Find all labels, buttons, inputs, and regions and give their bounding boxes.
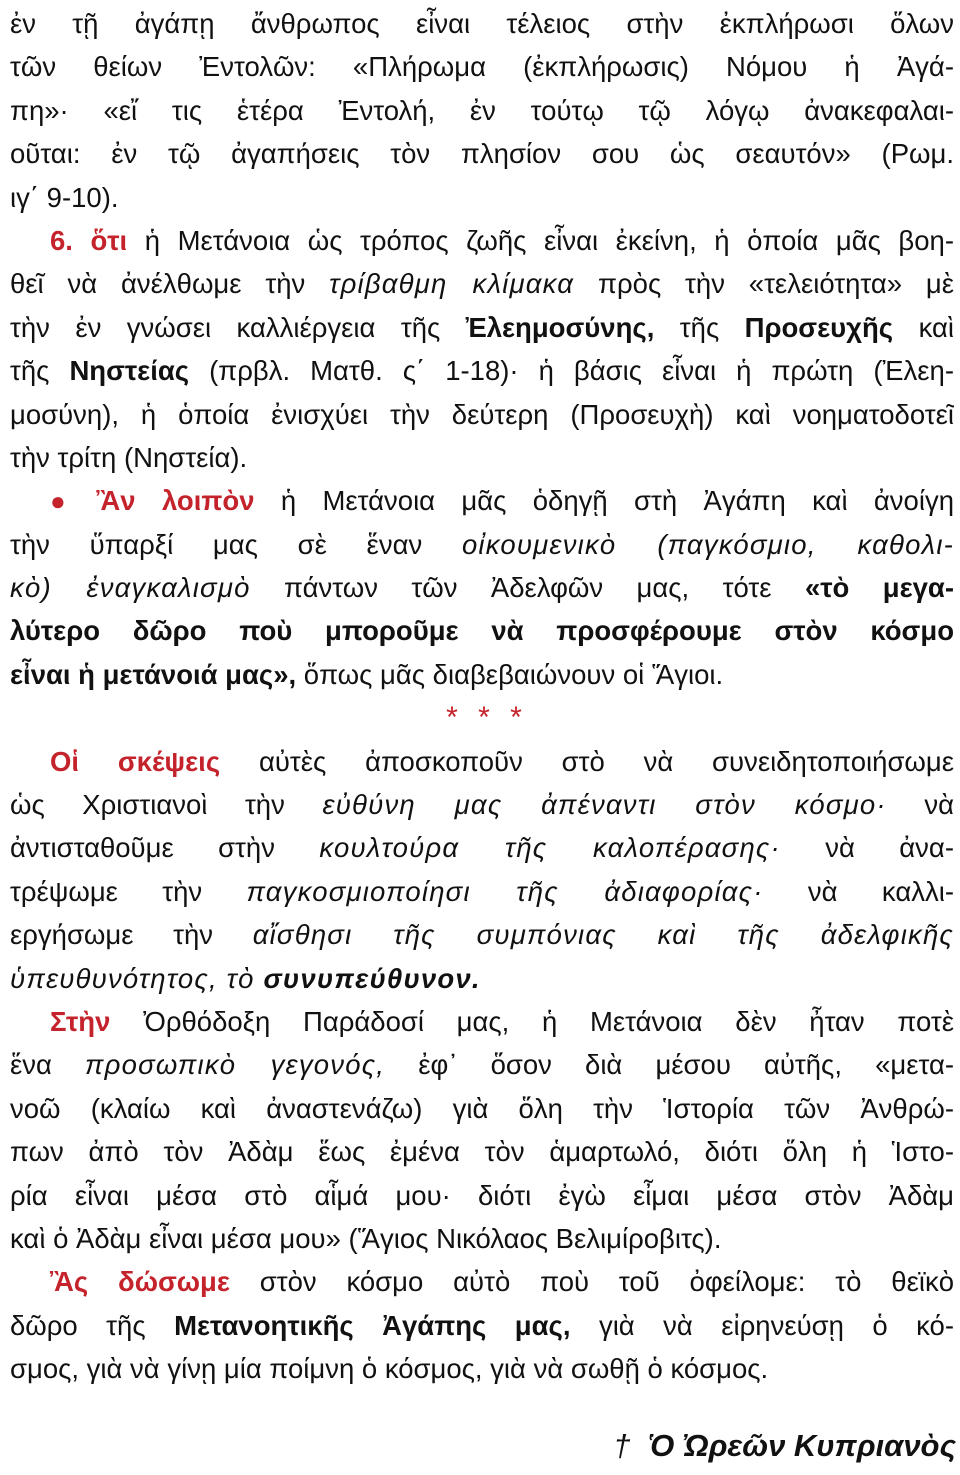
bold-italic-term: συνυπεύθυνον.: [263, 962, 481, 994]
text-line: τῆς Νηστείας (πρβλ. Ματθ. ς΄ 1-18)· ἡ βάσις εἶναι ἡ πρώτη (Ἐλεη-: [10, 355, 954, 387]
text-line: πη»· «εἴ τις ἑτέρα Ἐντολή, ἐν τούτῳ τῷ λόγῳ ἀνακεφαλαι-: [10, 94, 954, 126]
bold-term: Νηστείας: [69, 355, 190, 387]
bold-term: Μετανοητικῆς Ἀγάπης μας,: [174, 1309, 571, 1341]
point-lead: 6. ὅτι: [50, 224, 128, 256]
text-line: τῶν θείων Ἐντολῶν: «Πλήρωμα (ἐκπλήρωσις) Νόμου ἡ Ἀγά-: [10, 51, 954, 83]
text-line: τὴν τρίτη (Νηστεία).: [10, 441, 248, 473]
text-line: νοῶ (κλαίω καὶ ἀναστενάζω) γιὰ ὅλη τὴν Ἱστορία τῶν Ἀνθρώ-: [10, 1092, 954, 1124]
text-line: ● Ἂν λοιπὸν ἡ Μετάνοια μᾶς ὁδηγῇ στὴ Ἀγάπη καὶ ἀνοίγη: [50, 485, 954, 517]
text-line: ἐν τῇ ἀγάπῃ ἄνθρωπος εἶναι τέλειος στὴν ἐκπλήρωσι ὅλων: [10, 8, 954, 39]
document-page: [10, 2, 954, 1391]
paragraph-lead: Οἱ σκέψεις: [50, 745, 221, 777]
italic-phrase: ὑπευθυνότητος, τὸ: [10, 962, 264, 994]
cross-icon: †: [613, 1428, 631, 1463]
bold-quote: «τὸ μεγα-: [804, 572, 954, 604]
text-line: ἀντισταθοῦμε στὴν κουλτούρα τῆς καλοπέρασης· νὰ ἀνα-: [10, 832, 954, 864]
text-line: Στὴν Ὀρθόδοξη Παράδοσί μας, ἡ Μετάνοια δὲν ἦταν ποτὲ: [50, 1005, 954, 1037]
text-line: ὡς Χριστιανοὶ τὴν εὐθύνη μας ἀπέναντι στὸν κόσμο· νὰ: [10, 789, 954, 821]
section-separator: * * *: [446, 701, 528, 735]
text-line: Οἱ σκέψεις αὐτὲς ἀποσκοποῦν στὸ νὰ συνειδητοποιήσωμε: [50, 745, 954, 777]
italic-phrase: κὸ) ἐναγκαλισμὸ: [10, 572, 251, 604]
text-line: ἕνα προσωπικὸ γεγονός, ἐφ᾽ ὅσον διὰ μέσου αὐτῆς, «μετα-: [10, 1049, 954, 1081]
italic-phrase: προσωπικὸ γεγονός,: [85, 1049, 386, 1081]
text-line: κὸ) ἐναγκαλισμὸ πάντων τῶν Ἀδελφῶν μας, τότε «τὸ μεγα-: [10, 572, 954, 604]
text-line: εἶναι ἡ μετάνοιά μας», ὅπως μᾶς διαβεβαιώνουν οἱ Ἅγιοι.: [10, 658, 724, 690]
italic-phrase: κουλτούρα τῆς καλοπέρασης·: [319, 832, 781, 864]
italic-phrase: τρίβαθμη κλίμακα: [329, 268, 575, 300]
paragraph-5: [10, 1000, 954, 1260]
paragraph-lead: Ἂς δώσωμε: [50, 1266, 230, 1298]
paragraph-lead: Ἂν λοιπὸν: [96, 485, 255, 517]
italic-phrase: οἰκουμενικὸ (παγκόσμιο, καθολι-: [461, 528, 954, 560]
paragraph-lead: Στὴν: [50, 1005, 111, 1037]
text-line: θεῖ νὰ ἀνέλθωμε τὴν τρίβαθμη κλίμακα πρὸς τὴν «τελειότητα» μὲ: [10, 268, 954, 300]
paragraph-4: [10, 740, 954, 1000]
bullet-icon: ●: [50, 486, 85, 517]
text-line: εργήσωμε τὴν αἴσθησι τῆς συμπόνιας καὶ τῆς ἀδελφικῆς: [10, 919, 954, 951]
paragraph-6: [10, 1260, 954, 1390]
italic-phrase: παγκοσμιοποίησι τῆς ἀδιαφορίας·: [246, 875, 764, 907]
text-line: δῶρο τῆς Μετανοητικῆς Ἀγάπης μας, γιὰ νὰ εἰρηνεύσῃ ὁ κό-: [10, 1309, 954, 1341]
bold-quote: λύτερο δῶρο ποὺ μποροῦμε νὰ προσφέρουμε στὸν κόσμο: [10, 615, 954, 647]
bold-term: Ἐλεημοσύνης,: [465, 311, 655, 343]
paragraph-2: [10, 219, 954, 479]
text-line: πων ἀπὸ τὸν Ἀδὰμ ἕως ἐμένα τὸν ἁμαρτωλό, διότι ὅλη ἡ Ἱστο-: [10, 1136, 954, 1168]
text-line: τὴν ὕπαρξί μας σὲ ἕναν οἰκουμενικὸ (παγκόσμιο, καθολι-: [10, 528, 954, 560]
text-line: καὶ ὁ Ἀδὰμ εἶναι μέσα μου» (Ἅγιος Νικόλαος Βελιμίροβιτς).: [10, 1222, 722, 1254]
text-line: ιγ΄ 9-10).: [10, 181, 119, 213]
signature-name: Ὁ Ὠρεῶν Κυπριανὸς: [648, 1428, 956, 1463]
bold-quote: εἶναι ἡ μετάνοιά μας»,: [10, 658, 297, 690]
paragraph-3: [10, 479, 954, 696]
text-line: ρία εἶναι μέσα στὸ αἷμά μου· διότι ἐγὼ εἶμαι μέσα στὸν Ἀδὰμ: [10, 1179, 954, 1211]
text-line: μοσύνη), ἡ ὁποία ἐνισχύει τὴν δεύτερη (Προσευχὴ) καὶ νοηματοδοτεῖ: [10, 398, 954, 430]
italic-phrase: εὐθύνη μας ἀπέναντι στὸν κόσμο·: [322, 789, 887, 821]
text-line: [10, 957, 954, 1000]
bold-term: Προσευχῆς: [744, 311, 894, 343]
text-line: Ἂς δώσωμε στὸν κόσμο αὐτὸ ποὺ τοῦ ὀφείλομε: τὸ θεϊκὸ: [50, 1266, 954, 1298]
italic-phrase: αἴσθησι τῆς συμπόνιας καὶ τῆς ἀδελφικῆς: [252, 919, 954, 951]
text-line: οῦται: ἐν τῷ ἀγαπήσεις τὸν πλησίον σου ὡς σεαυτόν» (Ρωμ.: [10, 138, 954, 170]
text-line: 6. ὅτι ἡ Μετάνοια ὡς τρόπος ζωῆς εἶναι ἐκείνη, ἡ ὁποία μᾶς βοη-: [50, 224, 954, 256]
paragraph-1: [10, 2, 954, 219]
signature: [613, 1428, 956, 1464]
text-line: τρέψωμε τὴν παγκοσμιοποίησι τῆς ἀδιαφορίας· νὰ καλλι-: [10, 875, 954, 907]
text-line: σμος, γιὰ νὰ γίνῃ μία ποίμνη ὁ κόσμος, γιὰ νὰ σωθῇ ὁ κόσμος.: [10, 1353, 769, 1385]
text-line: τὴν ἐν γνώσει καλλιέργεια τῆς Ἐλεημοσύνης, τῆς Προσευχῆς καὶ: [10, 311, 954, 343]
